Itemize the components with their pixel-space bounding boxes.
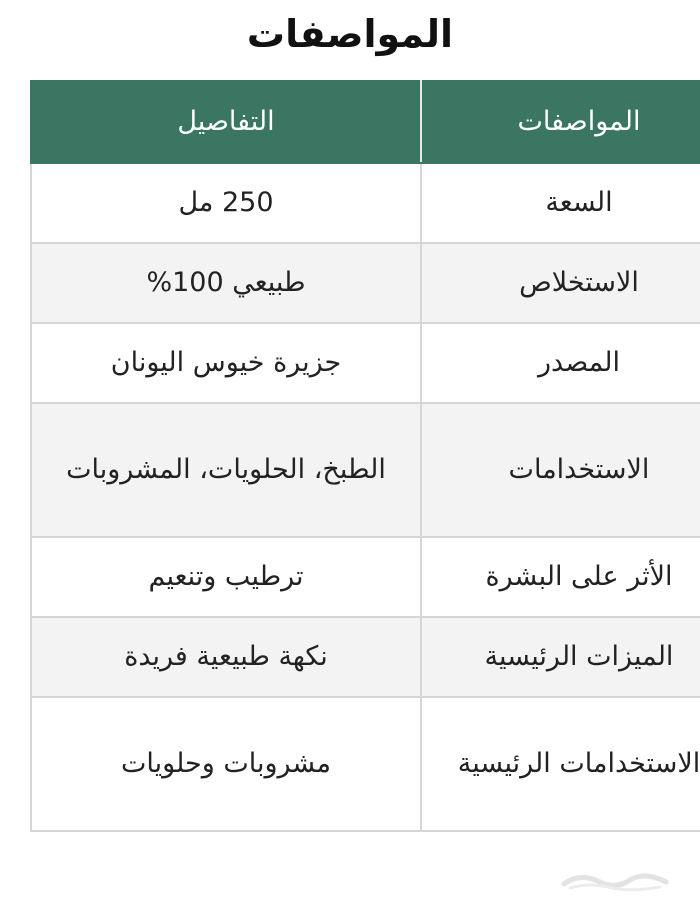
cell-spec: الميزات الرئيسية [421, 617, 700, 697]
cell-detail: 250 مل [31, 163, 421, 243]
cell-detail: الطبخ، الحلويات، المشروبات [31, 403, 421, 537]
table-row [31, 163, 700, 243]
cell-detail: مشروبات وحلويات [31, 697, 421, 831]
haraj-logo-watermark-icon [560, 868, 670, 892]
table-row [31, 697, 700, 831]
table-row [31, 323, 700, 403]
cell-spec: الأثر على البشرة [421, 537, 700, 617]
cell-spec: السعة [421, 163, 700, 243]
page-title: المواصفات [246, 12, 454, 56]
header-detail: التفاصيل [31, 81, 421, 163]
header-spec: المواصفات [421, 81, 700, 163]
cell-spec: الاستخدامات الرئيسية [421, 697, 700, 831]
cell-detail: نكهة طبيعية فريدة [31, 617, 421, 697]
cell-detail: طبيعي 100% [31, 243, 421, 323]
cell-detail: جزيرة خيوس اليونان [31, 323, 421, 403]
table-row [31, 537, 700, 617]
cell-spec: الاستخدامات [421, 403, 700, 537]
table-row [31, 617, 700, 697]
table-row [31, 243, 700, 323]
cell-spec: الاستخلاص [421, 243, 700, 323]
table-header-row [31, 81, 700, 163]
cell-spec: المصدر [421, 323, 700, 403]
specifications-table [30, 80, 700, 832]
cell-detail: ترطيب وتنعيم [31, 537, 421, 617]
table-row [31, 403, 700, 537]
